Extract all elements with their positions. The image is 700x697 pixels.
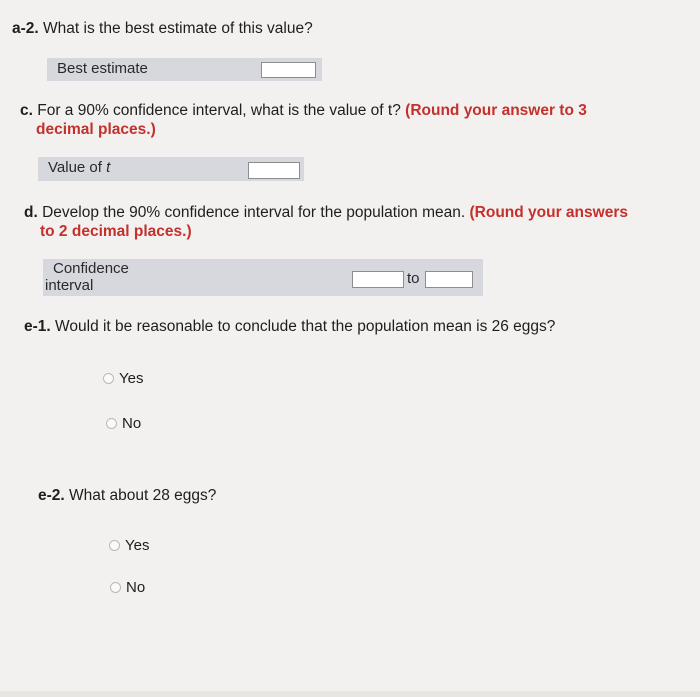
- radio-button[interactable]: [103, 373, 114, 384]
- question-e2: [38, 486, 216, 505]
- value-of-t-row: [38, 157, 304, 181]
- option-label: No: [122, 415, 142, 432]
- field-label-line1: Confidence: [53, 260, 129, 277]
- question-number: d.: [24, 204, 38, 221]
- question-d: [24, 203, 684, 222]
- e1-no-option[interactable]: [106, 415, 141, 432]
- question-number: a-2.: [12, 20, 39, 37]
- radio-button[interactable]: [109, 540, 120, 551]
- e2-no-option[interactable]: [110, 579, 145, 596]
- question-a2: [12, 19, 313, 38]
- round-instruction-line2: decimal places.): [36, 121, 156, 138]
- field-label-prefix: Value of: [48, 159, 107, 176]
- round-instruction-line2: to 2 decimal places.): [40, 223, 192, 240]
- option-label: Yes: [125, 537, 150, 554]
- field-label-variable: t: [106, 159, 111, 176]
- page-bottom-edge: [0, 691, 700, 697]
- question-text: What is the best estimate of this value?: [43, 20, 313, 37]
- question-number: e-2.: [38, 487, 65, 504]
- option-label: No: [126, 579, 146, 596]
- question-c: [20, 101, 680, 120]
- value-of-t-input[interactable]: [248, 162, 300, 179]
- best-estimate-row: [47, 58, 322, 81]
- question-text: Develop the 90% confidence interval for the population mean.: [42, 204, 466, 221]
- question-text: Would it be reasonable to conclude that the population mean is 26 eggs?: [55, 318, 556, 335]
- question-number: e-1.: [24, 318, 51, 335]
- field-label-line2: interval: [45, 277, 94, 294]
- best-estimate-input[interactable]: [261, 62, 316, 78]
- round-instruction: (Round your answers: [469, 204, 628, 221]
- question-text: What about 28 eggs?: [69, 487, 217, 504]
- ci-upper-input[interactable]: [425, 271, 473, 288]
- ci-lower-input[interactable]: [352, 271, 404, 288]
- option-label: Yes: [119, 370, 144, 387]
- question-text: For a 90% confidence interval, what is the value of t?: [37, 102, 401, 119]
- question-number: c.: [20, 102, 33, 119]
- to-label: to: [407, 270, 420, 287]
- question-e1: [24, 317, 555, 336]
- e1-yes-option[interactable]: [103, 370, 143, 387]
- radio-button[interactable]: [106, 418, 117, 429]
- confidence-interval-row: [43, 259, 483, 296]
- field-label: Best estimate: [57, 60, 148, 77]
- field-label: [48, 159, 110, 176]
- radio-button[interactable]: [110, 582, 121, 593]
- round-instruction: (Round your answer to 3: [405, 102, 587, 119]
- e2-yes-option[interactable]: [109, 537, 149, 554]
